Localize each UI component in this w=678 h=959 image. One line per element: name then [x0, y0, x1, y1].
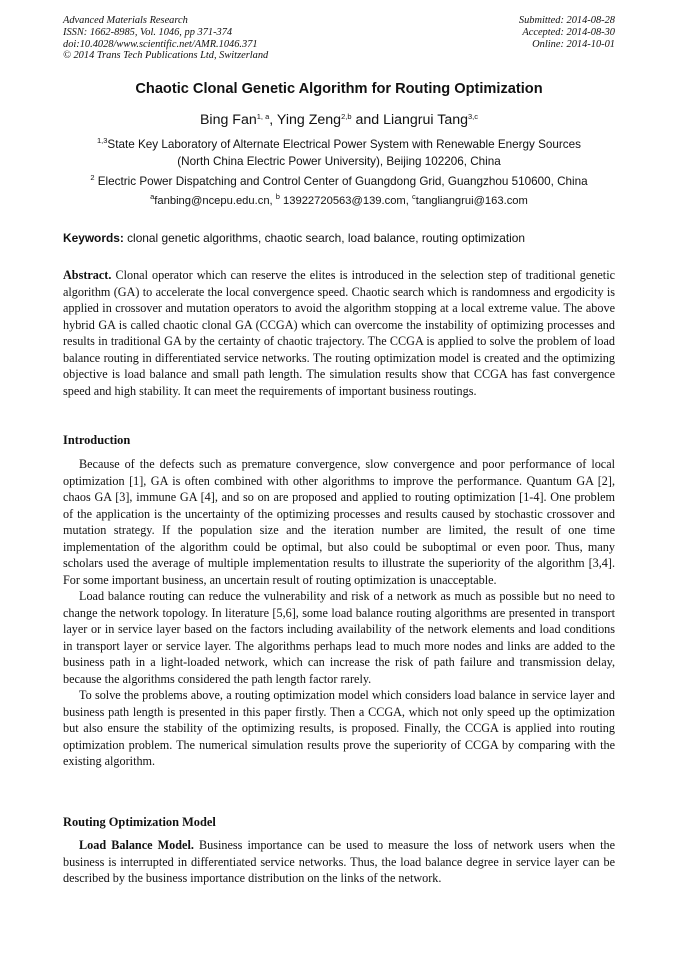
- email: 13922720563@139.com,: [279, 195, 412, 207]
- affiliation-2: [0, 174, 678, 191]
- author-affiliation-mark: 2,b: [341, 112, 352, 121]
- publication-dates: [519, 15, 615, 50]
- affiliation-text: Electric Power Dispatching and Control Center of Guangdong Grid, Guangzhou 510600, China: [94, 175, 588, 188]
- author-name: Bing Fan: [199, 112, 257, 128]
- abstract: [63, 267, 615, 399]
- paragraph: To solve the problems above, a routing optimization model which considers load balance in service layer and business path length is presented in this paper firstly. Then a CCGA, which not only speed up the optimization but also ensure the stability of the optimizing results, is proposed. Finally, the CCGA is applied into routing optimization problem. The numerical simulation results prove the superiority of CCGA by comparing with the existing algorithm.: [63, 688, 615, 768]
- paragraph: Load balance routing can reduce the vulnerability and risk of a network as much as possible but no need to change the network topology. In literature [5,6], some load balance routing algorithms are presented in transport layer or in service layer based on the factors including availability of the network elements and load conditions in transport layer or service layer. The algorithms perhaps lead to much more nodes and links are added to the business path in a light-loaded network, which can increase the risk of path failure and transmission delay, because the algorithms considered the path length factor rarely.: [63, 589, 615, 686]
- email: tangliangrui@163.com: [415, 195, 528, 207]
- keywords-text: clonal genetic algorithms, chaotic search, load balance, routing optimization: [123, 231, 526, 245]
- abstract-text: Clonal operator which can reserve the elites is introduced in the selection step of traditional genetic algorithm (GA) to accelerate the local convergence speed. Chaotic search which is randomness and ergodicity is applied in crossover and mutation operators to avoid the algorithm stopping at a local extreme value. The above hybrid GA is called chaotic clonal GA (CCGA) which can overcome the instability of optimizing processes and results in traditional GA by the certainty of chaotic trajectory. The CCGA is applied to solve the problem of load balance routing in differentiated service networks. The routing optimization model is created and the optimizing objective is load balance and small path length. The simulation results show that CCGA has fast convergence speed and high stability. It can meet the requirements of important business routings.: [63, 268, 615, 398]
- doi: doi:10.4028/www.scientific.net/AMR.1046.371: [63, 38, 258, 50]
- paragraph: Because of the defects such as premature convergence, slow convergence and poor performance of local optimization [1], GA is often combined with other algorithms to improve the performance. Quantum GA [2], chaos GA [3], immune GA [4], and so on are proposed and applied to routing optimization [1-4]. One problem of the application is the uncertainty of the optimizing processes and results caused by stochastic crossover and mutation strategy. If the population size and the iteration number are limited, the result of one time implementation of the algorithm could be optimal, but also could be suboptimal or even poor. Thus, many scholars used the average of multiple implementation results to illustrate the superiority of the algorithm [3,4]. For some important business, an uncertain result of routing optimization is unacceptable.: [63, 457, 615, 587]
- author-emails: [0, 192, 678, 207]
- author-name: Liangrui Tang: [383, 112, 469, 128]
- section-heading-introduction: Introduction: [63, 433, 131, 447]
- journal-info: [63, 15, 268, 62]
- email-mark: c: [411, 192, 416, 201]
- subsection-lead: Load Balance Model.: [79, 838, 194, 852]
- email-mark: a: [150, 192, 155, 201]
- email-mark: b: [275, 192, 280, 201]
- paragraph-text: Business importance can be used to measure the loss of network users when the business is interrupted in differentiated service networks. Thus, the load balance degree in service layer can be described by the business importance distribution on the links of the network.: [63, 838, 615, 885]
- affiliation-mark: 1,3: [96, 136, 108, 145]
- load-balance-model: [63, 837, 615, 887]
- author-name: Ying Zeng: [276, 112, 342, 128]
- section-heading-routing-model: Routing Optimization Model: [63, 815, 216, 829]
- accepted-date: Accepted: 2014-08-30: [522, 26, 615, 38]
- paper-title: Chaotic Clonal Genetic Algorithm for Routing Optimization: [135, 81, 543, 97]
- email: fanbing@ncepu.edu.cn,: [154, 195, 276, 207]
- issn: ISSN: 1662-8985, Vol. 1046, pp 371-374: [63, 26, 233, 38]
- journal-name: Advanced Materials Research: [63, 15, 188, 26]
- introduction-body: [63, 456, 615, 770]
- copyright: © 2014 Trans Tech Publications Ltd, Switzerland: [63, 50, 269, 62]
- keywords-label: Keywords:: [63, 231, 124, 245]
- author-separator: and: [351, 112, 384, 128]
- keywords: [63, 231, 615, 245]
- author-affiliation-mark: 1, a: [256, 112, 270, 121]
- affiliation-text: State Key Laboratory of Alternate Electrical Power System with Renewable Energy Sources: [107, 138, 581, 151]
- affiliation-1: [0, 137, 678, 170]
- affiliation-mark: 2: [90, 173, 95, 182]
- author-list: [0, 112, 678, 128]
- author-affiliation-mark: 3,c: [468, 112, 479, 121]
- abstract-label: Abstract.: [63, 268, 112, 282]
- submitted-date: Submitted: 2014-08-28: [518, 15, 615, 26]
- author-separator: ,: [269, 112, 277, 128]
- affiliation-text: (North China Electric Power University), Beijing 102206, China: [177, 155, 501, 168]
- online-date: Online: 2014-10-01: [532, 38, 615, 50]
